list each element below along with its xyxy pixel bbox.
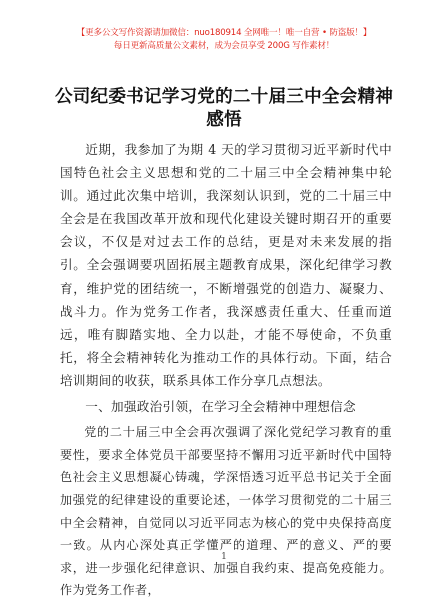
promo-line-2: 每日更新高质量公文素材，成为会员享受 200G 写作素材！: [113, 41, 335, 51]
paragraph-section-1: 党的二十届三中全会再次强调了深化党纪学习教育的重要性，要求全体党员干部要坚持不懈用习近平新时代中国特色社会主义思想凝心铸魂，学深悟透习近平总书记关于全面加强党的纪律建设的重要论述，一体学习贯彻党的二十届三中全会精神，自觉同以习近平同志为核心的党中央保持高度一致。从内心深处真正学懂严的道理、严的意义、严的要求，进一步强化纪律意识、加强自我约束、提高免疫能力。作为党务工作者，: [60, 425, 392, 598]
promo-banner: [0, 27, 448, 53]
document-title: 公司纪委书记学习党的二十届三中全会精神感悟: [54, 87, 394, 130]
page-number: 1: [221, 552, 227, 562]
document-body: [60, 138, 392, 602]
section-heading-1: 一、加强政治引领，在学习全会精神中理想信念: [85, 399, 356, 415]
promo-line-1: 【更多公文写作资源请加微信：nuo180914 全网唯一！唯一自营 • 防盗版！】: [76, 28, 372, 38]
paragraph-intro: 近期，我参加了为期 4 天的学习贯彻习近平新时代中国特色社会主义思想和党的二十届三中全会精神集中轮训。通过此次集中培训，我深刻认识到，党的二十届三中全会是在我国改革开放和现代化建设关键时期召开的重要会议，不仅是对过去工作的总结，更是对未来发展的指引。全会强调要巩固拓展主题教育成果，深化纪律学习教育，维护党的团结统一，不断增强党的创造力、凝聚力、战斗力。作为党务工作者，我深感责任重大、任重而道远，唯有脚踏实地、全力以赴，才能不辱使命，不负重托，将全会精神转化为推动工作的具体行动。下面，结合培训期间的收获，联系具体工作分享几点想法。: [60, 142, 392, 388]
